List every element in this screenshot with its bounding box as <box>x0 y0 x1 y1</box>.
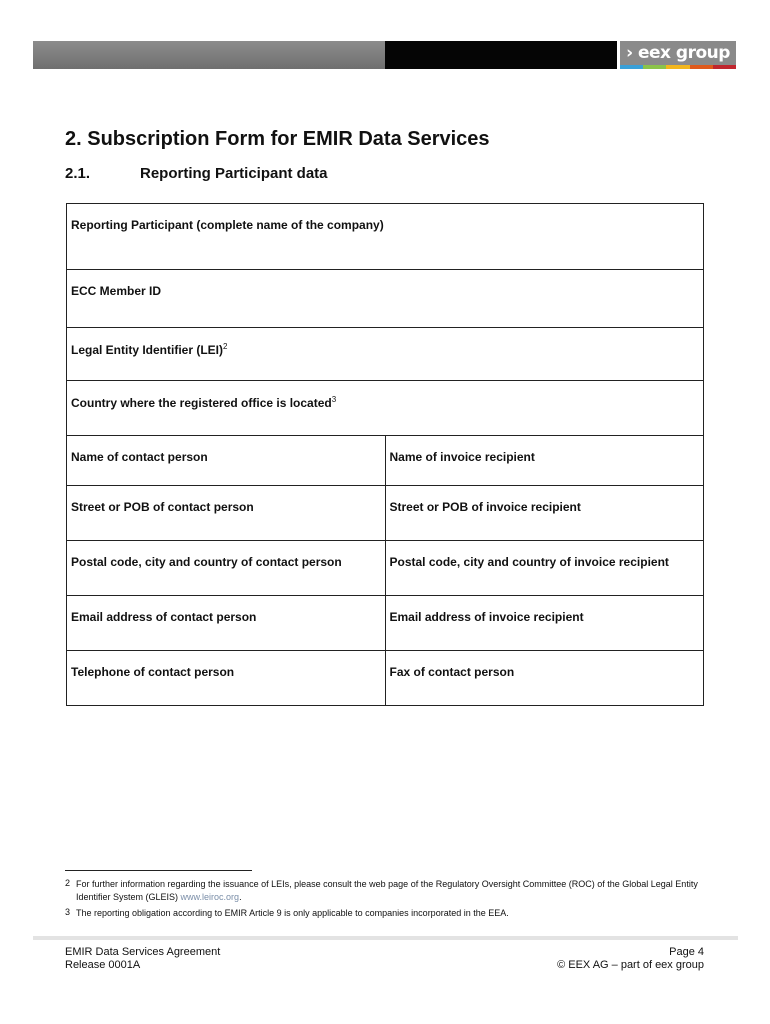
header-bar-right <box>385 41 617 69</box>
footnote-separator <box>65 870 252 871</box>
document-name: EMIR Data Services Agreement <box>65 946 221 958</box>
invoice-name-field[interactable] <box>385 436 704 486</box>
form-row <box>67 204 704 270</box>
release-number: Release 0001A <box>65 959 141 971</box>
field-label: Email address of contact person <box>71 610 257 624</box>
logo-color-stripe <box>620 65 736 69</box>
contact-email-field[interactable] <box>67 596 386 651</box>
ecc-member-id-field[interactable] <box>67 270 704 328</box>
header-bar-left <box>33 41 385 69</box>
form-row <box>67 486 704 541</box>
form-row <box>67 328 704 381</box>
footnote-ref: 3 <box>331 395 337 404</box>
invoice-street-field[interactable] <box>385 486 704 541</box>
footnote-number: 3 <box>65 907 71 917</box>
logo-stripe-segment <box>713 65 736 69</box>
footnote-2-text: For further information regarding the issuance of LEIs, please consult the web page of the Regulatory Oversight Committee (ROC) of the Global Legal Entity Identifier System (GLEIS) <box>76 879 698 902</box>
footnote-2 <box>65 878 705 904</box>
invoice-postal-field[interactable] <box>385 541 704 596</box>
footnote-text <box>76 878 705 904</box>
copyright: © EEX AG – part of eex group <box>557 959 704 971</box>
subsection-number: 2.1. <box>65 165 91 182</box>
subscription-form-table <box>66 203 704 706</box>
contact-name-field[interactable] <box>67 436 386 486</box>
form-row <box>67 381 704 436</box>
section-title: 2. Subscription Form for EMIR Data Services <box>65 128 490 150</box>
field-label: Legal Entity Identifier (LEI) <box>71 343 224 357</box>
reporting-participant-field[interactable] <box>67 204 704 270</box>
logo-stripe-segment <box>643 65 666 69</box>
eex-group-logo <box>617 41 738 69</box>
field-label: Country where the registered office is located <box>71 396 332 410</box>
footer-right <box>557 946 704 972</box>
footnote-3-text: The reporting obligation according to EMIR Article 9 is only applicable to companies incorporated in the EEA. <box>76 908 509 918</box>
form-row <box>67 596 704 651</box>
footnote-3 <box>65 907 705 920</box>
leiroc-link[interactable]: www.leiroc.org <box>180 892 240 902</box>
subsection-title: Reporting Participant data <box>140 165 328 182</box>
footer-separator <box>33 936 738 940</box>
field-label: Reporting Participant (complete name of the company) <box>71 218 384 232</box>
contact-street-field[interactable] <box>67 486 386 541</box>
field-label: Postal code, city and country of invoice recipient <box>389 555 669 569</box>
field-label: Email address of invoice recipient <box>389 610 584 624</box>
field-label: Telephone of contact person <box>71 665 235 679</box>
logo-stripe-segment <box>666 65 689 69</box>
footer-left <box>65 946 220 972</box>
lei-field[interactable] <box>67 328 704 381</box>
footnote-ref: 2 <box>223 342 228 351</box>
logo-stripe-segment <box>620 65 643 69</box>
page-number: Page 4 <box>669 946 704 958</box>
field-label: Postal code, city and country of contact person <box>71 555 342 569</box>
field-label: Street or POB of invoice recipient <box>389 500 581 514</box>
form-row <box>67 270 704 328</box>
field-label: Street or POB of contact person <box>71 500 254 514</box>
logo-stripe-segment <box>690 65 713 69</box>
field-label: ECC Member ID <box>71 284 162 298</box>
form-row <box>67 541 704 596</box>
country-field[interactable] <box>67 381 704 436</box>
contact-fax-field[interactable] <box>385 651 704 706</box>
footnote-2-end: . <box>239 892 242 902</box>
field-label: Name of invoice recipient <box>389 450 535 464</box>
form-row <box>67 651 704 706</box>
logo-text: › eex group <box>620 41 736 65</box>
footnote-number: 2 <box>65 878 71 888</box>
form-row <box>67 436 704 486</box>
field-label: Fax of contact person <box>389 665 515 679</box>
contact-phone-field[interactable] <box>67 651 386 706</box>
field-label: Name of contact person <box>71 450 208 464</box>
contact-postal-field[interactable] <box>67 541 386 596</box>
invoice-email-field[interactable] <box>385 596 704 651</box>
